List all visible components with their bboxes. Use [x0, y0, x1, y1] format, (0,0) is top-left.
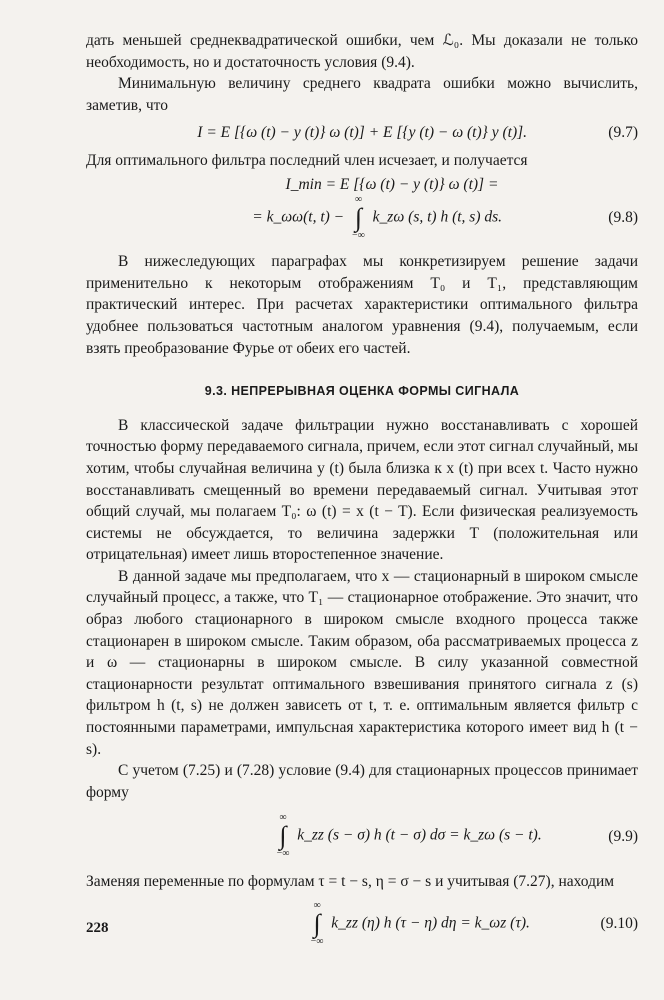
- equation-9-10-formula: k_zz (η) h (τ − η) dη = k_ωz (τ).: [331, 914, 530, 932]
- equation-9-8-left: = k_ωω(t, t) −: [252, 208, 345, 226]
- integral-symbol: ∫: [279, 821, 287, 851]
- equation-9-9-formula: k_zz (s − σ) h (t − σ) dσ = k_zω (s − t).: [297, 826, 542, 844]
- section-heading: 9.3. НЕПРЕРЫВНАЯ ОЦЕНКА ФОРМЫ СИГНАЛА: [204, 384, 520, 399]
- equation-9-9-number: (9.9): [608, 827, 638, 845]
- integral-upper: ∞: [313, 900, 321, 911]
- equation-9-10: [86, 901, 638, 947]
- integral-lower: −∞: [352, 230, 365, 242]
- integral-upper: ∞: [354, 194, 362, 206]
- equation-9-7: [86, 122, 638, 144]
- paragraph-optimal-filter: Для оптимального фильтра последний член исчезает, и получается: [86, 151, 528, 169]
- page-body: [86, 30, 638, 947]
- equation-9-8-number: (9.8): [608, 209, 638, 227]
- paragraph-classical-filtering: В классической задаче фильтрации нужно восстанавливать с хорошей точностью форму передаваемого сигнала, причем, если этот сигнал случайный, мы хотим, чтобы случайная величина y (t) была близка к x (t) при всех t. Часто нужно восстанавливать смещенный во времени передаваемый сигнал. Учитывая этот общий случай, мы полагаем T₀: ω (t) = x (t − T). Если физическая реализуемость системы не обсуждается, то величина задержки T (положительная или отрицательная) имеет лишь второстепенное значение.: [86, 416, 638, 564]
- paragraph-continuation: дать меньшей среднеквадратической ошибки, чем ℒ₀. Мы доказали не только необходимость, но и достаточность условия (9.4).: [86, 32, 638, 71]
- integral-symbol: ∫: [313, 909, 321, 938]
- equation-9-9: [86, 813, 638, 859]
- paragraph-condition: С учетом (7.25) и (7.28) условие (9.4) для стационарных процессов принимает форму: [86, 762, 638, 801]
- integral-lower: −∞: [276, 848, 290, 860]
- integral-sign: [352, 195, 365, 241]
- equation-9-9-body: [273, 813, 542, 859]
- equation-9-8-line2: [86, 195, 638, 241]
- paragraph-stationary: В данной задаче мы предполагаем, что x — стационарный в широком смысле случайный процесс, а также, что T₁ — стационарное отображение. Это значит, что образ любого стационарного в широком смысле входного процесса также стационарен в широком смысле. Таким образом, оба рассматриваемых процесса z и ω — стационарны в широком смысле. В силу указанной совместной стационарности результат оптимального взвешивания принятого сигнала z (s) фильтром h (t, s) не должен зависеть от t, т. е. оптимальным является фильтр с постоянными параметрами, импульсная характеристика которого имеет вид h (t − s).: [86, 567, 638, 758]
- equation-9-7-formula: I = E [{ω (t) − y (t)} ω (t)] + E [{y (t) − ω (t)} y (t)].: [197, 124, 528, 142]
- equation-9-8-line1: [86, 174, 638, 196]
- paragraph-next-sections: В нижеследующих параграфах мы конкретизируем решение задачи применительно к некоторым отображениям T₀ и T₁, представляющим практический интерес. При расчетах характеристики оптимального фильтра удобнее пользоваться частотным аналогом уравнения (9.4), получаемым, если взять преобразование Фурье от обеих его частей.: [86, 253, 638, 357]
- equation-9-7-number: (9.7): [608, 124, 638, 142]
- equation-9-10-body: [307, 901, 530, 947]
- page-number: 228: [86, 920, 109, 936]
- paragraph-min-error: Минимальную величину среднего квадрата ошибки можно вычислить, заметив, что: [86, 75, 638, 114]
- paragraph-substitution: Заменяя переменные по формулам τ = t − s, η = σ − s и учитывая (7.27), находим: [86, 873, 615, 891]
- equation-9-8-imin: I_min = E [{ω (t) − y (t)} ω (t)] =: [285, 175, 499, 193]
- equation-9-8-body: [252, 195, 502, 241]
- equation-9-8-right: k_zω (s, t) h (t, s) ds.: [372, 208, 503, 226]
- integral-sign: [311, 901, 324, 947]
- integral-sign: [277, 813, 290, 859]
- equation-9-10-number: (9.10): [600, 915, 638, 933]
- integral-upper: ∞: [279, 812, 287, 824]
- integral-lower: −∞: [310, 936, 324, 947]
- integral-symbol: ∫: [354, 203, 362, 233]
